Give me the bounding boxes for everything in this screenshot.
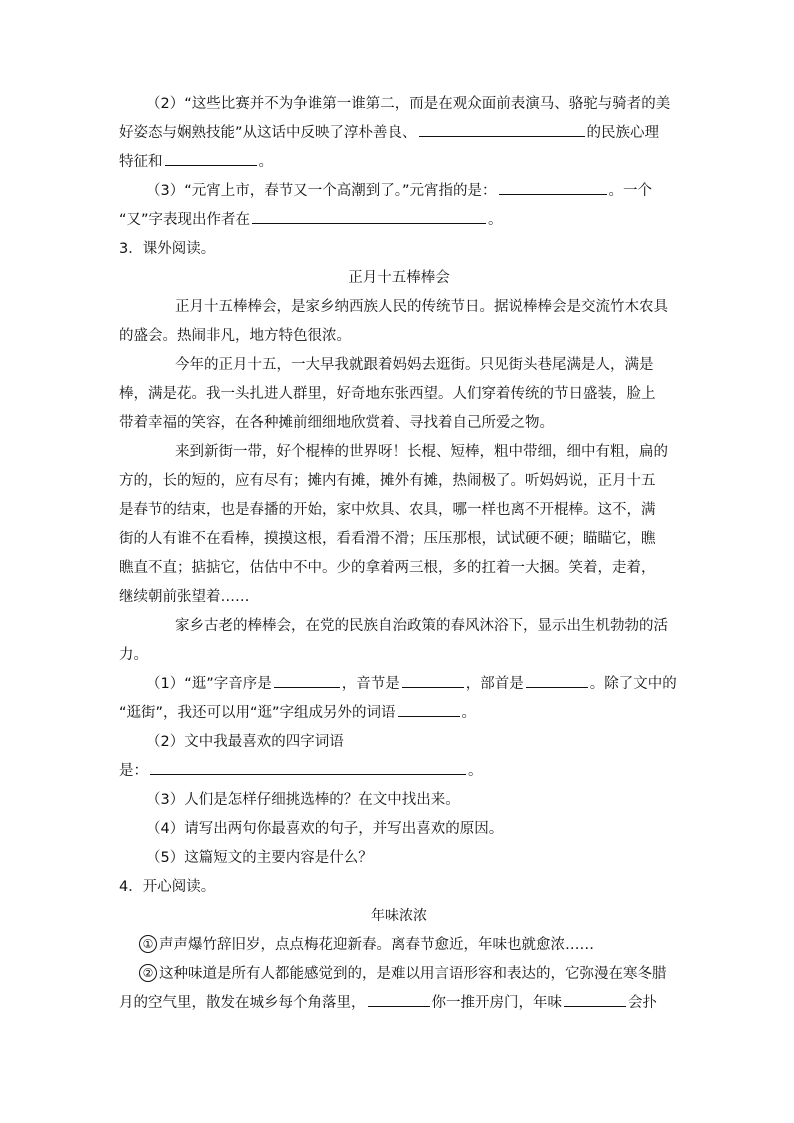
paragraph-line: 今年的正月十五，一大早我就跟着妈妈去逛街。只见街头巷尾满是人，满是 bbox=[175, 357, 654, 373]
question-text: “又”字表现出作者在 bbox=[119, 212, 251, 228]
question-3-3 bbox=[119, 786, 679, 815]
paragraph-line: 来到新街一带，好个棍棒的世界呀！长棍、短棒，粗中带细，细中有粗，扁的 bbox=[175, 444, 668, 460]
paragraph-line: 是春节的结束，也是春播的开始，家中炊具、农具，哪一样也离不开棍棒。这不，满 bbox=[119, 502, 656, 518]
question-number: （4） bbox=[146, 821, 185, 837]
section-4-label: 4．开心阅读。 bbox=[119, 879, 216, 895]
question-text: 的民族心理 bbox=[586, 125, 660, 141]
document-page bbox=[119, 90, 679, 1018]
question-text: 。 bbox=[468, 763, 483, 779]
paragraph-line: 瞧直不直；掂掂它，估估中不中。少的拿着两三根，多的扛着一大捆。笑着，走着， bbox=[119, 560, 656, 576]
question-text: 好姿态与娴熟技能”从这话中反映了淳朴善良、 bbox=[119, 125, 417, 141]
question-text: “这些比赛并不为争谁第一谁第二，而是在观众面前表演马、骆驼与骑者的美 bbox=[184, 96, 671, 112]
answer-blank[interactable] bbox=[150, 757, 466, 775]
question-text: 这篇短文的主要内容是什么？ bbox=[184, 850, 373, 866]
answer-blank[interactable] bbox=[252, 206, 486, 224]
question-number: （1） bbox=[146, 676, 185, 692]
paragraph-line: 力。 bbox=[119, 647, 148, 663]
question-text: 文中我最喜欢的四字词语 bbox=[184, 734, 344, 750]
circled-number-2: ② bbox=[139, 964, 157, 982]
paragraph-line: 继续朝前张望着…… bbox=[119, 589, 250, 605]
question-text: 请写出两句你最喜欢的句子，并写出喜欢的原因。 bbox=[184, 821, 504, 837]
question-text: 。 bbox=[488, 212, 503, 228]
circled-number-1: ① bbox=[139, 935, 157, 953]
paragraph-line: 正月十五棒棒会，是家乡纳西族人民的传统节日。据说棒棒会是交流竹木农具 bbox=[175, 299, 668, 315]
question-text: 是： bbox=[119, 763, 148, 779]
question-2-3-line-2 bbox=[119, 206, 679, 235]
answer-blank[interactable] bbox=[526, 670, 588, 688]
question-text: 。 bbox=[461, 705, 477, 721]
question-number: （3） bbox=[146, 183, 185, 199]
paragraph-line: 带着幸福的笑容，在各种摊前细细地欣赏着、寻找着自己所爱之物。 bbox=[119, 415, 554, 431]
question-text: “逛街”，我还可以用“逛”字组成另外的词语 bbox=[119, 705, 396, 721]
question-text: 人们是怎样仔细挑选棒的？在文中找出来。 bbox=[184, 792, 460, 808]
paragraph-line: 棒，满是花。我一头扎进人群里，好奇地东张西望。人们穿着传统的节日盛装，脸上 bbox=[119, 386, 656, 402]
question-number: （3） bbox=[146, 792, 185, 808]
answer-blank[interactable] bbox=[368, 989, 430, 1007]
answer-blank[interactable] bbox=[402, 670, 464, 688]
question-3-2-line-2 bbox=[119, 757, 679, 786]
paragraph-text: 月的空气里，散发在城乡每个角落里， bbox=[119, 995, 366, 1011]
question-text: 特征和 bbox=[119, 154, 163, 170]
answer-blank[interactable] bbox=[165, 148, 257, 166]
paragraph-2-line-2 bbox=[119, 989, 679, 1018]
paragraph-1 bbox=[119, 931, 679, 960]
answer-blank[interactable] bbox=[564, 989, 626, 1007]
answer-blank[interactable] bbox=[499, 177, 607, 195]
question-3-1-line-1 bbox=[119, 670, 679, 699]
passage-title: 正月十五棒棒会 bbox=[348, 270, 450, 286]
question-text: ，音节是 bbox=[341, 676, 400, 692]
question-3-2-line-1 bbox=[119, 728, 679, 757]
paragraph-text: 你一推开房门，年味 bbox=[431, 995, 562, 1011]
paragraph-2-line-1 bbox=[119, 960, 679, 989]
question-2-3-line-1 bbox=[119, 177, 679, 206]
question-text: 。除了文中的 bbox=[589, 676, 677, 692]
paragraph-line: 方的，长的短的，应有尽有；摊内有摊，摊外有摊，热闹极了。听妈妈说，正月十五 bbox=[119, 473, 656, 489]
answer-blank[interactable] bbox=[419, 119, 585, 137]
section-3-label: 3．课外阅读。 bbox=[119, 241, 216, 257]
question-number: （5） bbox=[146, 850, 185, 866]
answer-blank[interactable] bbox=[274, 670, 340, 688]
paragraph-line: 的盛会。热闹非凡，地方特色很浓。 bbox=[119, 328, 351, 344]
question-text: “元宵上市，春节又一个高潮到了。”元宵指的是： bbox=[184, 183, 497, 199]
question-2-2-line-3 bbox=[119, 148, 679, 177]
question-text: 。 bbox=[258, 154, 273, 170]
question-2-2-line-1 bbox=[119, 90, 679, 119]
question-2-2-line-2 bbox=[119, 119, 679, 148]
passage-title: 年味浓浓 bbox=[371, 908, 427, 924]
question-3-1-line-2 bbox=[119, 699, 679, 728]
question-3-5 bbox=[119, 844, 679, 873]
answer-blank[interactable] bbox=[398, 699, 460, 717]
paragraph-text: 这种味道是所有人都能感觉到的，是难以用言语形容和表达的，它弥漫在寒冬腊 bbox=[159, 966, 667, 982]
question-number: （2） bbox=[146, 96, 185, 112]
paragraph-line: 家乡古老的棒棒会，在党的民族自治政策的春风沐浴下，显示出生机勃勃的活 bbox=[175, 618, 668, 634]
question-text: “逛”字音序是 bbox=[184, 676, 272, 692]
paragraph-text: 声声爆竹辞旧岁，点点梅花迎新春。离春节愈近，年味也就愈浓…… bbox=[159, 937, 594, 953]
paragraph-line: 街的人有谁不在看棒，摸摸这根，看看滑不滑；压压那根，试试硬不硬；瞄瞄它，瞧 bbox=[119, 531, 656, 547]
question-text: 。一个 bbox=[608, 183, 653, 199]
question-3-4 bbox=[119, 815, 679, 844]
question-text: ，部首是 bbox=[465, 676, 524, 692]
paragraph-text: 会扑 bbox=[628, 995, 657, 1011]
question-number: （2） bbox=[146, 734, 185, 750]
